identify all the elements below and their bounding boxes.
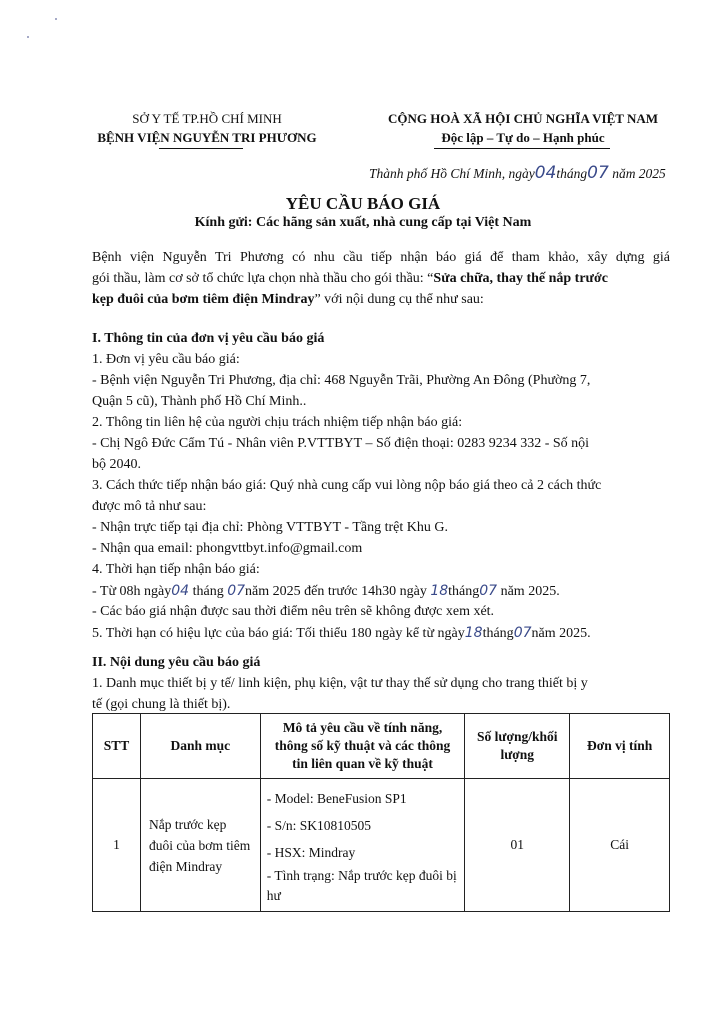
national-title: CỘNG HOÀ XÃ HỘI CHỦ NGHĨA VIỆT NAM	[387, 111, 659, 126]
s1-line: bộ 2040.	[92, 457, 141, 472]
s1-line: 2. Thông tin liên hệ của người chịu trách nhiệm tiếp nhận báo giá:	[92, 415, 463, 430]
date-line	[369, 163, 666, 183]
s1-line: - Chị Ngô Đức Cẩm Tú - Nhân viên P.VTTBYT – Số điện thoại: 0283 9234 332 - Số nội	[92, 436, 590, 451]
col-header-spec: Mô tả yêu cầu về tính năng, thông số kỹ thuật và các thông tin liên quan về kỹ thuật	[260, 714, 465, 779]
col-header-qty: Số lượng/khối lượng	[465, 714, 570, 779]
deadline-line	[92, 583, 560, 600]
deadline-text: năm 2025 đến trước 14h30 ngày	[245, 584, 427, 599]
col-header-item: Danh mục	[140, 714, 260, 779]
date-month-label: tháng	[556, 166, 588, 181]
deadline-text: tháng	[448, 584, 480, 599]
motto-underline	[434, 148, 610, 149]
package-name: Sửa chữa, thay thế nắp trước	[433, 271, 608, 286]
scan-speck	[27, 36, 29, 38]
col-header-stt: STT	[93, 714, 141, 779]
handwritten-day: 04	[171, 583, 190, 599]
cell-stt: 1	[93, 779, 141, 912]
s1-line: được mô tả như sau:	[92, 499, 207, 514]
spec-manufacturer: - HSX: Mindray	[266, 844, 356, 860]
col-header-unit: Đơn vị tính	[570, 714, 670, 779]
s2-line: tế (gọi chung là thiết bị).	[92, 697, 231, 712]
package-name-cont: kẹp đuôi của bơm tiêm điện Mindray	[92, 292, 315, 307]
page-title: YÊU CẦU BÁO GIÁ	[285, 194, 441, 213]
item-table	[92, 713, 670, 912]
intro-text: ” với nội dung cụ thể như sau:	[314, 292, 484, 307]
hospital-underline	[159, 148, 243, 149]
date-prefix: Thành phố Hồ Chí Minh, ngày	[369, 166, 535, 181]
table-header-row	[93, 714, 670, 779]
deadline-text: tháng	[189, 584, 224, 599]
spec-serial: - S/n: SK10810505	[266, 817, 371, 833]
section-2-heading: II. Nội dung yêu cầu báo giá	[92, 655, 261, 670]
cell-item: Nắp trước kẹp đuôi của bơm tiêm điện Mindray	[140, 779, 260, 912]
deadline-text: năm 2025.	[500, 584, 560, 599]
table-row	[93, 779, 670, 912]
deadline-text: - Từ 08h ngày	[92, 584, 172, 599]
validity-text: 5. Thời hạn có hiệu lực của báo giá: Tối thiểu 180 ngày kể từ ngày	[92, 626, 465, 641]
intro-line-3	[92, 292, 484, 308]
s1-line: - Các báo giá nhận được sau thời điểm nêu trên sẽ không được xem xét.	[92, 604, 495, 619]
spec-model: - Model: BeneFusion SP1	[266, 790, 407, 806]
spec-condition: - Tình trạng: Nắp trước kẹp đuôi bị hư	[266, 867, 457, 903]
handwritten-day: 18	[464, 625, 483, 641]
handwritten-month: 07	[513, 625, 532, 641]
agency-name: SỞ Y TẾ TP.HỒ CHÍ MINH	[132, 111, 282, 126]
cell-unit: Cái	[570, 779, 670, 912]
scan-speck	[55, 18, 57, 20]
cell-qty: 01	[465, 779, 570, 912]
date-day: 04	[534, 163, 557, 183]
s1-line: 1. Đơn vị yêu cầu báo giá:	[92, 352, 240, 367]
handwritten-month: 07	[479, 583, 498, 599]
s2-line: 1. Danh mục thiết bị y tế/ linh kiện, phụ kiện, vật tư thay thế sử dụng cho trang thiết bị y	[92, 676, 588, 691]
national-motto: Độc lập – Tự do – Hạnh phúc	[441, 130, 605, 145]
s1-line: - Bệnh viện Nguyễn Tri Phương, địa chỉ: 468 Nguyễn Trãi, Phường An Đông (Phường 7,	[92, 373, 591, 388]
validity-line	[92, 625, 591, 642]
cell-spec	[260, 779, 465, 912]
s1-line: - Nhận trực tiếp tại địa chỉ: Phòng VTTBYT - Tầng trệt Khu G.	[92, 520, 448, 535]
intro-text: gói thầu, làm cơ sở tổ chức lựa chọn nhà thầu cho gói thầu: “	[92, 271, 434, 286]
s1-line: Quận 5 cũ), Thành phố Hồ Chí Minh..	[92, 394, 307, 409]
section-1-heading: I. Thông tin của đơn vị yêu cầu báo giá	[92, 331, 325, 346]
handwritten-month: 07	[227, 583, 246, 599]
date-year: năm 2025	[612, 166, 666, 181]
validity-text: tháng	[482, 626, 514, 641]
s1-line: 3. Cách thức tiếp nhận báo giá: Quý nhà cung cấp vui lòng nộp báo giá theo cả 2 cách thức	[92, 478, 602, 493]
contact-email-line: - Nhận qua email: phongvttbyt.info@gmail.com	[92, 541, 363, 556]
handwritten-day: 18	[430, 583, 449, 599]
hospital-name: BỆNH VIỆN NGUYỄN TRI PHƯƠNG	[97, 130, 317, 145]
date-month: 07	[587, 163, 609, 183]
intro-line-1: Bệnh viện Nguyễn Tri Phương có nhu cầu tiếp nhận báo giá để tham khảo, xây dựng giá	[92, 250, 670, 265]
s1-line: 4. Thời hạn tiếp nhận báo giá:	[92, 562, 260, 577]
recipient-line: Kính gửi: Các hãng sản xuất, nhà cung cấp tại Việt Nam	[194, 215, 532, 230]
intro-line-2	[92, 271, 670, 287]
validity-text: năm 2025.	[531, 626, 591, 641]
